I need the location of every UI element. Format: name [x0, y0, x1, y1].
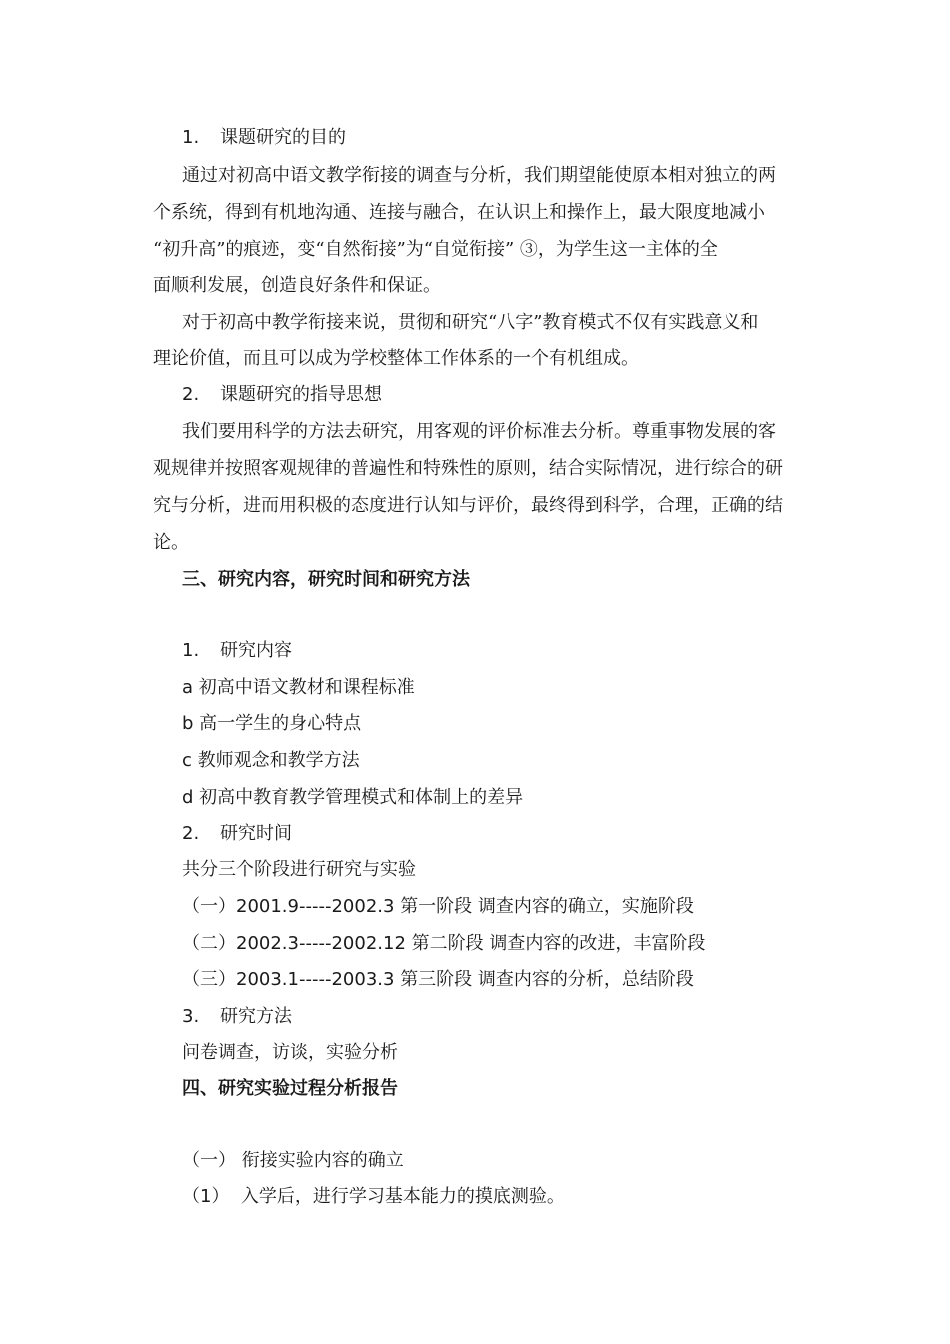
item-number: 2.	[182, 384, 200, 405]
paragraph-line: 通过对初高中语文教学衔接的调查与分析，我们期望能使原本相对独立的两	[182, 165, 776, 186]
time-intro: 共分三个阶段进行研究与实验	[182, 859, 416, 880]
item-guiding-heading	[182, 383, 382, 407]
item-number: 1.	[182, 127, 200, 148]
phase-text: 第三阶段 调查内容的分析，总结阶段	[400, 969, 694, 990]
phase-text: 第一阶段 调查内容的确立，实施阶段	[400, 896, 694, 917]
item-title: 研究内容	[220, 640, 292, 661]
phase-label: （一）	[182, 896, 236, 917]
list-letter: c	[182, 750, 192, 771]
item-number: 1.	[182, 640, 200, 661]
phase-range: 2003.1-----2003.3	[236, 969, 395, 990]
list-letter: a	[182, 677, 194, 698]
item-method-heading	[182, 1005, 292, 1029]
paragraph-line: 面顺利发展，创造良好条件和保证。	[153, 275, 441, 296]
subsection-title: 衔接实验内容的确立	[241, 1150, 404, 1171]
list-item	[182, 786, 523, 810]
phase-range: 2001.9-----2002.3	[236, 896, 395, 917]
paragraph-line: 论。	[153, 532, 189, 553]
paragraph-line: “初升高”的痕迹，变“自然衔接”为“自觉衔接” ③，为学生这一主体的全	[153, 239, 718, 260]
section-heading: 四、研究实验过程分析报告	[182, 1078, 398, 1099]
item-title: 课题研究的目的	[220, 127, 346, 148]
item-number: 2.	[182, 823, 200, 844]
item-text: 入学后，进行学习基本能力的摸底测验。	[240, 1186, 565, 1207]
subsection-label: （一）	[182, 1150, 236, 1171]
numbered-item	[182, 1185, 565, 1209]
list-text: 初高中教育教学管理模式和体制上的差异	[199, 787, 524, 808]
list-letter: b	[182, 713, 194, 734]
phase-text: 第二阶段 调查内容的改进，丰富阶段	[411, 933, 706, 954]
item-title: 课题研究的指导思想	[220, 384, 382, 405]
paragraph-line: 我们要用科学的方法去研究，用客观的评价标准去分析。尊重事物发展的客	[182, 421, 776, 442]
phase-row	[182, 932, 705, 956]
phase-row	[182, 968, 694, 992]
phase-label: （二）	[182, 933, 236, 954]
item-time-heading	[182, 822, 292, 846]
paragraph-line: 对于初高中教学衔接来说，贯彻和研究“八字”教育模式不仅有实践意义和	[182, 312, 759, 333]
list-text: 初高中语文教材和课程标准	[198, 677, 415, 698]
paragraph-line: 究与分析，进而用积极的态度进行认知与评价，最终得到科学，合理，正确的结	[153, 495, 783, 516]
phase-range: 2002.3-----2002.12	[236, 933, 406, 954]
paragraph-line: 个系统，得到有机地沟通、连接与融合，在认识上和操作上，最大限度地减小	[153, 202, 765, 223]
paragraph-line: 理论价值，而且可以成为学校整体工作体系的一个有机组成。	[153, 348, 639, 369]
list-item	[182, 712, 361, 736]
item-content-heading	[182, 639, 292, 663]
section-heading: 三、研究内容，研究时间和研究方法	[182, 569, 470, 590]
phase-row	[182, 895, 694, 919]
phase-label: （三）	[182, 969, 236, 990]
item-title: 研究时间	[220, 823, 292, 844]
list-text: 高一学生的身心特点	[199, 713, 362, 734]
item-label: （1）	[182, 1186, 230, 1207]
paragraph-line: 观规律并按照客观规律的普遍性和特殊性的原则，结合实际情况，进行综合的研	[153, 458, 783, 479]
list-item	[182, 749, 360, 773]
methods-text: 问卷调查，访谈，实验分析	[182, 1042, 398, 1063]
item-number: 3.	[182, 1006, 200, 1027]
list-text: 教师观念和教学方法	[197, 750, 360, 771]
list-item	[182, 676, 415, 700]
list-letter: d	[182, 787, 194, 808]
subsection-heading	[182, 1149, 404, 1173]
item-purpose-heading	[182, 126, 346, 150]
item-title: 研究方法	[220, 1006, 292, 1027]
